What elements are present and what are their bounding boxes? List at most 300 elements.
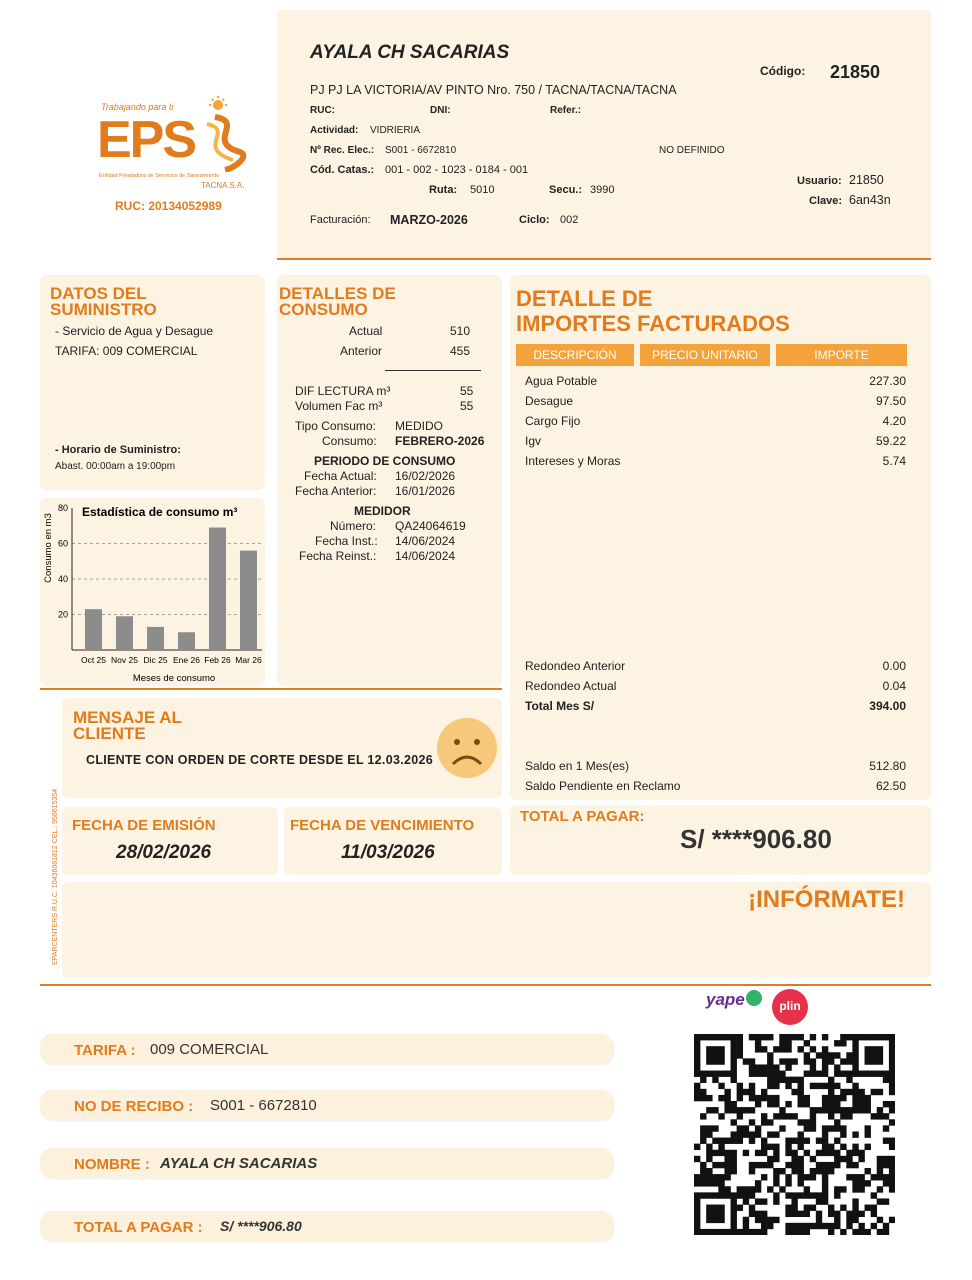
qr-code-icon[interactable] [694,1034,895,1235]
qr-module [731,1138,737,1144]
qr-module [724,1162,730,1168]
qr-module [737,1046,743,1052]
qr-module [889,1180,895,1186]
qr-module [724,1192,730,1198]
item-label: Agua Potable [525,374,598,388]
qr-module [865,1131,871,1137]
header-divider [277,258,931,260]
qr-module [798,1162,804,1168]
footer-recibo [40,1090,613,1120]
qr-module [889,1058,895,1064]
qr-module [852,1162,858,1168]
qr-module [798,1046,804,1052]
qr-module [877,1071,883,1077]
qr-module [804,1058,810,1064]
qr-module [871,1058,877,1064]
qr-module [773,1180,779,1186]
qr-module [712,1217,718,1223]
qr-module [852,1071,858,1077]
qr-module [749,1186,755,1192]
qr-module [840,1205,846,1211]
qr-module [791,1156,797,1162]
qr-module [761,1119,767,1125]
anterior-label: Anterior [340,344,383,358]
qr-module [865,1229,871,1235]
qr-module [749,1095,755,1101]
suministro-title-line1: DATOS DEL [50,284,147,303]
qr-module [889,1071,895,1077]
qr-module [791,1162,797,1168]
qr-module [816,1192,822,1198]
qr-module [822,1052,828,1058]
qr-module [810,1125,816,1131]
qr-module [840,1229,846,1235]
qr-module [737,1205,743,1211]
qr-module [712,1211,718,1217]
qr-module [877,1052,883,1058]
qr-module [889,1077,895,1083]
footer-tarifa [40,1034,613,1064]
catas-value: 001 - 002 - 1023 - 0184 - 001 [385,164,529,176]
reinst-value: 14/06/2024 [395,549,456,563]
qr-module [755,1198,761,1204]
qr-module [731,1223,737,1229]
qr-module [810,1083,816,1089]
qr-module [822,1058,828,1064]
qr-module [773,1101,779,1107]
qr-module [755,1101,761,1107]
qr-module [785,1223,791,1229]
qr-module [749,1058,755,1064]
qr-module [834,1150,840,1156]
qr-module [755,1095,761,1101]
qr-module [731,1101,737,1107]
qr-module [828,1168,834,1174]
qr-module [816,1223,822,1229]
qr-module [865,1052,871,1058]
qr-module [865,1125,871,1131]
qr-module [852,1040,858,1046]
qr-module [706,1107,712,1113]
qr-module [828,1150,834,1156]
ciclo-value: 002 [560,214,579,226]
qr-module [694,1211,700,1217]
qr-module [889,1089,895,1095]
qr-module [755,1150,761,1156]
qr-module [791,1205,797,1211]
qr-module [761,1150,767,1156]
qr-module [773,1083,779,1089]
qr-module [852,1150,858,1156]
numero-value: QA24064619 [395,519,466,533]
chart-bar [85,609,102,650]
qr-module [761,1071,767,1077]
qr-module [840,1107,846,1113]
qr-module [718,1217,724,1223]
qr-module [712,1071,718,1077]
qr-module [749,1089,755,1095]
qr-module [852,1131,858,1137]
total-mes-value: 394.00 [869,699,906,713]
actual-label: Actual [349,324,383,338]
qr-module [828,1229,834,1235]
qr-module [718,1071,724,1077]
redondeo-actual-value: 0.04 [882,679,906,693]
qr-module [731,1198,737,1204]
qr-module [822,1223,828,1229]
qr-module [871,1071,877,1077]
qr-module [749,1229,755,1235]
qr-module [718,1162,724,1168]
qr-module [804,1052,810,1058]
qr-module [822,1125,828,1131]
qr-module [816,1083,822,1089]
total-mes-label: Total Mes S/ [525,699,595,713]
qr-module [779,1046,785,1052]
qr-module [773,1217,779,1223]
qr-module [712,1174,718,1180]
qr-module [731,1229,737,1235]
qr-module [767,1034,773,1040]
qr-module [779,1058,785,1064]
ruta-value: 5010 [470,184,495,196]
qr-module [785,1077,791,1083]
ciclo-label: Ciclo: [519,214,550,226]
qr-module [779,1107,785,1113]
qr-module [731,1211,737,1217]
qr-module [883,1198,889,1204]
qr-module [731,1071,737,1077]
qr-module [889,1034,895,1040]
qr-module [791,1034,797,1040]
qr-module [767,1144,773,1150]
numero-label: Número: [330,519,377,533]
qr-module [785,1162,791,1168]
qr-module [858,1089,864,1095]
qr-module [718,1192,724,1198]
qr-module [816,1162,822,1168]
qr-module [840,1071,846,1077]
qr-module [858,1156,864,1162]
qr-module [712,1192,718,1198]
qr-module [810,1071,816,1077]
qr-module [761,1095,767,1101]
qr-module [785,1040,791,1046]
qr-module [852,1034,858,1040]
qr-module [889,1168,895,1174]
qr-module [846,1223,852,1229]
inst-value: 14/06/2024 [395,534,456,548]
qr-module [706,1095,712,1101]
qr-module [877,1162,883,1168]
qr-module [755,1034,761,1040]
qr-module [834,1186,840,1192]
footer-nombre [40,1148,613,1178]
qr-module [737,1186,743,1192]
qr-module [731,1150,737,1156]
qr-module [706,1211,712,1217]
qr-module [767,1217,773,1223]
qr-module [877,1089,883,1095]
qr-module [694,1071,700,1077]
qr-module [761,1223,767,1229]
qr-module [737,1138,743,1144]
qr-module [810,1168,816,1174]
qr-module [712,1150,718,1156]
qr-module [700,1131,706,1137]
qr-module [858,1180,864,1186]
qr-module [846,1174,852,1180]
qr-module [858,1211,864,1217]
qr-module [694,1198,700,1204]
qr-module [773,1095,779,1101]
qr-module [828,1144,834,1150]
qr-module [846,1071,852,1077]
customer-address: PJ PJ LA VICTORIA/AV PINTO Nro. 750 / TACNA/TACNA/TACNA [310,83,677,97]
chart-bar [178,632,195,650]
qr-module [834,1107,840,1113]
qr-module [883,1113,889,1119]
qr-module [694,1144,700,1150]
qr-module [858,1095,864,1101]
qr-module [798,1211,804,1217]
qr-module [785,1034,791,1040]
qr-module [834,1040,840,1046]
qr-module [822,1071,828,1077]
qr-module [737,1040,743,1046]
qr-module [791,1089,797,1095]
qr-module [743,1192,749,1198]
qr-module [798,1083,804,1089]
tipo-value: MEDIDO [395,419,443,433]
qr-module [889,1046,895,1052]
qr-module [816,1071,822,1077]
qr-module [791,1229,797,1235]
qr-module [834,1192,840,1198]
qr-module [810,1113,816,1119]
bottom-divider [40,984,931,986]
qr-module [767,1077,773,1083]
qr-module [889,1156,895,1162]
fecha-anterior-value: 16/01/2026 [395,484,456,498]
qr-module [865,1205,871,1211]
qr-module [731,1052,737,1058]
item-value: 4.20 [882,414,906,428]
rec-elec-value: S001 - 6672810 [385,145,457,156]
qr-module [743,1107,749,1113]
qr-module [877,1229,883,1235]
item-value: 59.22 [875,434,906,448]
qr-module [828,1113,834,1119]
qr-module [767,1064,773,1070]
qr-module [700,1095,706,1101]
consumo-title-line1: DETALLES DE [279,284,396,303]
qr-module [694,1205,700,1211]
qr-module [877,1113,883,1119]
facturacion-value: MARZO-2026 [390,213,468,227]
qr-module [694,1174,700,1180]
plin-logo [772,989,808,1025]
qr-module [877,1058,883,1064]
qr-module [785,1150,791,1156]
logo-wave-icon [195,112,255,172]
qr-module [694,1034,700,1040]
qr-module [828,1058,834,1064]
qr-module [718,1144,724,1150]
qr-module [724,1101,730,1107]
qr-module [761,1144,767,1150]
footer-total-value: S/ ****906.80 [220,1218,302,1234]
qr-module [706,1144,712,1150]
qr-module [834,1119,840,1125]
qr-module [865,1046,871,1052]
qr-module [712,1052,718,1058]
consumo-title-line2: CONSUMO [279,300,368,319]
qr-module [700,1180,706,1186]
qr-module [749,1034,755,1040]
qr-module [718,1211,724,1217]
qr-module [858,1071,864,1077]
suministro-tarifa: TARIFA: 009 COMERCIAL [55,344,198,358]
qr-module [718,1229,724,1235]
qr-module [871,1192,877,1198]
qr-module [749,1064,755,1070]
plin-text: plin [779,999,801,1013]
qr-module [712,1077,718,1083]
qr-module [822,1192,828,1198]
secu-label: Secu.: [549,184,583,196]
qr-module [889,1052,895,1058]
qr-module [822,1107,828,1113]
qr-module [755,1186,761,1192]
qr-module [779,1034,785,1040]
qr-module [791,1077,797,1083]
qr-module [785,1058,791,1064]
qr-module [694,1064,700,1070]
qr-module [846,1058,852,1064]
logo-ruc: RUC: 20134052989 [115,199,222,213]
qr-module [834,1071,840,1077]
qr-module [889,1040,895,1046]
fecha-anterior-label: Fecha Anterior: [295,484,377,498]
ruta-label: Ruta: [429,184,458,196]
qr-module [871,1046,877,1052]
qr-module [755,1125,761,1131]
qr-module [852,1144,858,1150]
chart-bar [147,627,164,650]
qr-module [883,1138,889,1144]
item-label: Igv [525,434,542,448]
qr-module [828,1211,834,1217]
qr-module [798,1101,804,1107]
qr-module [773,1077,779,1083]
qr-module [706,1150,712,1156]
saldo-label: Saldo en 1 Mes(es) [525,759,630,773]
qr-module [737,1229,743,1235]
qr-module [755,1180,761,1186]
qr-module [761,1046,767,1052]
qr-module [840,1095,846,1101]
total-label: TOTAL A PAGAR: [520,808,645,825]
qr-module [871,1174,877,1180]
fecha-emision-label: FECHA DE EMISIÓN [72,817,216,834]
company-logo [95,96,260,216]
item-label: Intereses y Moras [525,454,621,468]
qr-module [755,1064,761,1070]
qr-module [810,1107,816,1113]
qr-module [804,1040,810,1046]
qr-module [804,1174,810,1180]
qr-module [700,1113,706,1119]
qr-module [871,1089,877,1095]
qr-module [712,1107,718,1113]
qr-module [822,1034,828,1040]
inst-label: Fecha Inst.: [315,534,378,548]
qr-module [810,1205,816,1211]
footer-recibo-value: S001 - 6672810 [210,1097,317,1114]
footer-nombre-label: NOMBRE : [74,1156,150,1173]
qr-module [700,1071,706,1077]
qr-module [865,1168,871,1174]
qr-module [822,1168,828,1174]
fecha-actual-label: Fecha Actual: [304,469,377,483]
qr-module [700,1125,706,1131]
usuario-value: 21850 [849,173,884,187]
qr-module [840,1125,846,1131]
qr-module [798,1131,804,1137]
qr-module [871,1223,877,1229]
qr-module [852,1058,858,1064]
col-descripcion: DESCRIPCIÓN [516,344,634,366]
qr-module [724,1156,730,1162]
qr-module [822,1138,828,1144]
qr-module [852,1205,858,1211]
qr-module [804,1119,810,1125]
chart-xtick-label: Mar 26 [235,655,262,665]
chart-xtick-label: Dic 25 [143,655,168,665]
qr-module [828,1083,834,1089]
qr-module [840,1144,846,1150]
qr-module [773,1168,779,1174]
qr-module [828,1223,834,1229]
qr-module [737,1131,743,1137]
footer-total [40,1211,613,1241]
qr-module [743,1186,749,1192]
qr-module [858,1223,864,1229]
qr-module [877,1034,883,1040]
qr-module [785,1229,791,1235]
qr-module [804,1229,810,1235]
qr-module [810,1223,816,1229]
qr-module [798,1180,804,1186]
qr-module [743,1217,749,1223]
qr-module [718,1138,724,1144]
qr-module [743,1058,749,1064]
qr-module [810,1034,816,1040]
reclamo-label: Saldo Pendiente en Reclamo [525,779,681,793]
qr-module [834,1083,840,1089]
qr-module [858,1034,864,1040]
side-vertical-text: EPARCENTERS R.U.C. 10436081812 CEL.: 958615354 [52,788,59,965]
informate-title: ¡INFÓRMATE! [748,886,905,913]
footer-recibo-label: NO DE RECIBO : [74,1098,194,1115]
qr-module [871,1034,877,1040]
qr-module [883,1156,889,1162]
qr-module [700,1192,706,1198]
qr-module [865,1095,871,1101]
qr-module [718,1186,724,1192]
qr-module [816,1211,822,1217]
